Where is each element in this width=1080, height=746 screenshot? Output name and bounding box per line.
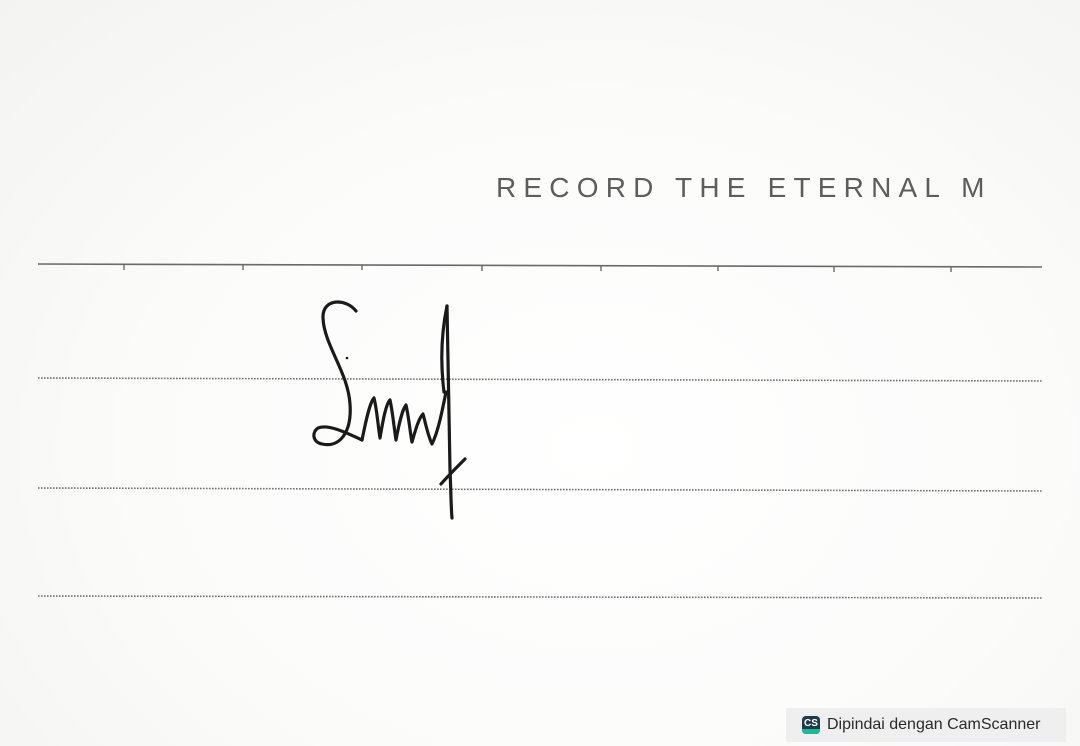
top-solid-rule [38, 264, 1042, 267]
dotted-rule-3 [38, 596, 1042, 598]
dotted-rule-2 [38, 488, 1042, 491]
watermark-text: Dipindai dengan CamScanner [827, 716, 1041, 733]
dotted-rule-1 [38, 378, 1042, 381]
page-header-text: RECORD THE ETERNAL M [496, 172, 992, 203]
camscanner-watermark [786, 708, 1066, 742]
handwritten-signature [300, 295, 480, 530]
camscanner-logo-icon: CS [802, 716, 820, 734]
